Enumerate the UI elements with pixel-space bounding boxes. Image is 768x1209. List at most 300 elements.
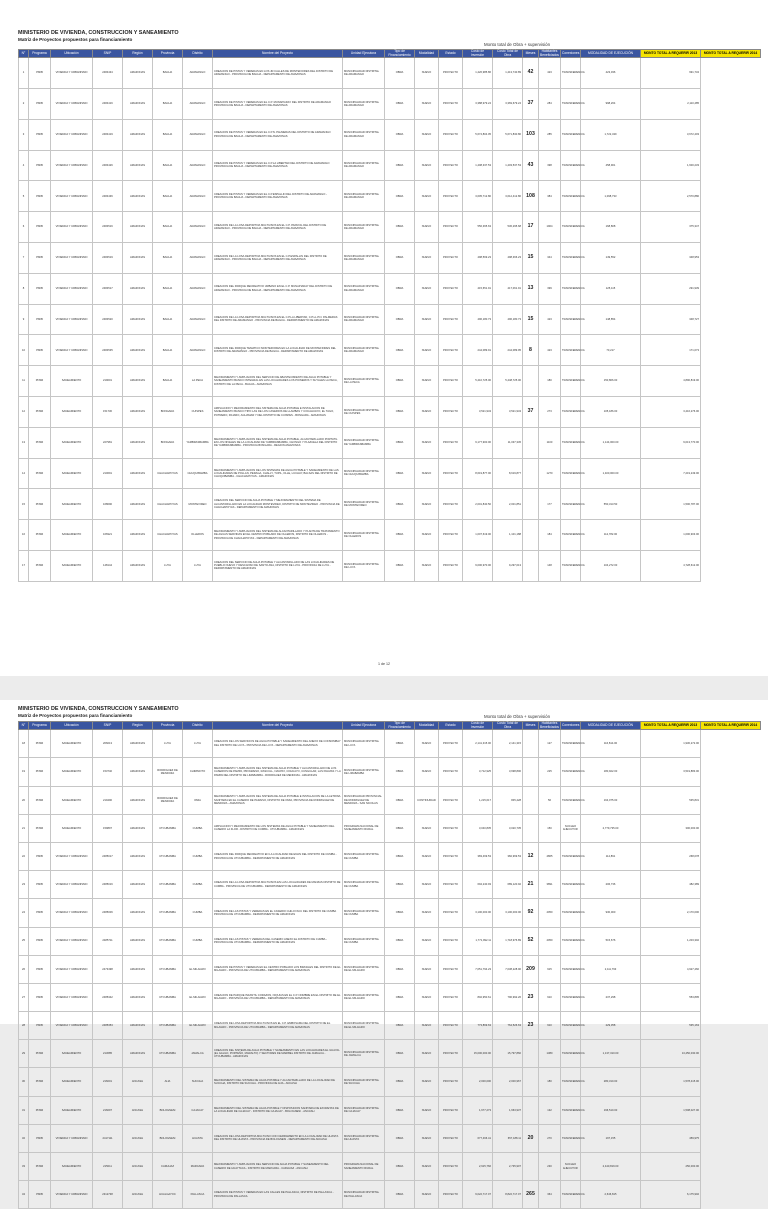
table-cell: 20 [19,786,29,814]
table-cell: 16 [19,520,29,551]
table-row [19,842,761,870]
report-header [18,30,179,43]
table-cell: PROYECTO [439,1153,463,1181]
table-cell: ARAMANGO [183,88,213,119]
table-cell: 227981 [93,427,123,458]
table-cell: 1,677,273 [463,1096,493,1124]
column-header: Costo Total de Obra [493,722,523,730]
table-cell: AMPLIACION Y MEJORAMIENTO DE LOS SISTEMAS DE AGUA POTABLE Y SANEAMIENTO DEL CASERIO LA FLOR - DISTRITO DE CUMBA - UTCUBAMBA - AMAZONAS [213,814,343,842]
column-header: MODALIDAD DE EJECUCIÓN [581,50,641,58]
column-header: N° [19,722,29,730]
table-cell: 3,605,712.80 [463,181,493,212]
table-cell: MUNICIPALIDAD DISTRITAL DE LA PECA [343,366,385,397]
table-cell: TRANSFERENCIA [561,181,581,212]
table-cell: 29 [19,1040,29,1068]
table-cell: PNSR [29,489,51,520]
table-cell: 7,219,249.00 [641,458,701,489]
table-cell: 284 [539,88,561,119]
table-body [19,730,761,1209]
table-cell: NUEVO [415,304,439,335]
table-cell: TRANSFERENCIA [561,955,581,983]
table-cell: VIVIENDA Y URBANISMO [51,1124,93,1152]
table-cell: CREACION DEL PARQUE RECREATIVO EN LA LOCALIDAD DE ENAN DEL DISTRITO DE CUMBA - PROVINCIA DE UTCUBAMBA - DEPARTAMENTO DE AMAZONAS [213,842,343,870]
table-cell: 17 [19,550,29,581]
table-cell: CONTINUIDAD [415,786,439,814]
table-row [19,1124,761,1152]
table-cell: PROYECTO [439,458,463,489]
table-cell: 2,110,485 [641,88,701,119]
table-cell: ARAMANGO [183,58,213,89]
table-cell: OBRA [385,489,415,520]
table-cell: 15,000,000.00 [463,1040,493,1068]
table-cell: SANEAMIENTO [51,489,93,520]
table-cell: MUNICIPALIDAD DISTRITAL DE ARAMANGO [343,304,385,335]
table-cell: 3,100,000.00 [463,899,493,927]
column-header: Unidad Ejecutora [343,722,385,730]
table-cell: 915 [539,955,561,983]
table-cell: CHACHAPOYAS [153,489,183,520]
table-cell: 383,469.53 [463,842,493,870]
table-cell: NUEVO [415,88,439,119]
column-header: Habitantes Beneficiados [540,721,559,729]
table-cell: 2484520 [93,304,123,335]
table-cell: 164,075.00 [581,786,641,814]
table-cell: NUEVO [415,396,439,427]
table-cell: 8 [523,335,539,366]
table-cell: CREACION DE PISTAS Y VEREDAS EN EL C.P.ESPALLIN DEL DISTRITO DE ARAMANGO - PROVINCIA DE BAGUA - DEPARTAMENTO DE AMAZONAS [213,181,343,212]
table-cell: LUYA [183,550,213,581]
table-cell: 2484535 [93,335,123,366]
table-cell: 19 [19,758,29,786]
table-cell: 73,217 [581,335,641,366]
table-cell: 168,808 [581,212,641,243]
table-cell: 206,736 [581,871,641,899]
document-page-2 [0,700,768,1198]
table-cell: PROYECTO [439,1096,463,1124]
table-row [19,520,761,551]
table-cell: 515,676 [581,927,641,955]
table-cell: MUNICIPALIDAD DISTRITAL DE CUMBA [343,871,385,899]
table-cell: TRANSFERENCIA [561,242,581,273]
table-cell: 2485017 [93,842,123,870]
table-cell: 423 [539,304,561,335]
table-cell: NUEVO [415,458,439,489]
table-cell: 399 [539,273,561,304]
table-cell: 22 [19,842,29,870]
table-cell: OBRA [385,927,415,955]
table-cell: TRANSFERENCIA [561,273,581,304]
table-cell: 5,671,830.80 [493,119,523,150]
table-cell: 7 [19,242,29,273]
table-cell: 1,930,272.00 [641,730,701,758]
table-cell: 415,651.91 [463,273,493,304]
table-cell: OBRA [385,983,415,1011]
table-cell: BAGUA [153,242,183,273]
projects-table [18,721,761,1209]
table-cell: 250,000.00 [641,1153,701,1181]
table-cell: 43 [523,150,539,181]
ministry-title: MINISTERIO DE VIVIENDA, CONSTRUCCION Y SANEAMIENTO [18,30,179,36]
table-cell: 225 [539,758,561,786]
table-cell: PMIB [29,119,51,150]
table-cell: OBRA [385,955,415,983]
table-cell: PROYECTO [439,1040,463,1068]
table-cell: 2,001,840.50 [463,489,493,520]
column-header: Estado [439,722,463,730]
table-cell: 398 [539,150,561,181]
table-cell [523,786,539,814]
table-cell: UTCUBAMBA [153,842,183,870]
table-header [19,722,761,730]
table-cell: 18 [19,730,29,758]
table-cell: OBRA [385,842,415,870]
column-header: Provincia [153,722,183,730]
table-cell: VIVIENDA Y URBANISMO [51,150,93,181]
table-cell: MUNICIPALIDAD DISTRITAL DE CUISPES [343,396,385,427]
table-cell: 1,408,337.53 [463,150,493,181]
table-cell: 9,177,900.00 [463,427,493,458]
table-cell: PMIB [29,335,51,366]
table-cell: SANEAMIENTO [51,427,93,458]
table-cell: PNSR [29,730,51,758]
table-cell: EL MILAGRO [183,955,213,983]
table-cell: PROYECTO [439,181,463,212]
table-cell: MUNICIPALIDAD DISTRITAL DE SUCCHA [343,1068,385,1096]
table-cell: HUALGAYOC [153,1181,183,1209]
table-cell: 104,272.00 [581,550,641,581]
table-cell: PROYECTO [439,335,463,366]
table-cell: PNSR [29,520,51,551]
table-row [19,814,761,842]
table-cell: NUEVO [415,150,439,181]
table-cell: AIJA [153,1068,183,1096]
table-cell: OBRA [385,1068,415,1096]
table-cell: 34 [19,1181,29,1209]
table-cell: PROYECTO [439,1012,463,1040]
table-cell [523,366,539,397]
table-cell: 15 [523,242,539,273]
report-subtitle: Matriz de Proyectos propuestos para financiamiento [18,37,133,42]
table-cell: PNSR [29,550,51,581]
table-cell: TRANSFERENCIA [561,1068,581,1096]
table-cell: CREACION DE PISTAS Y VEREDAS EN EL C.P.N. PALMERAS DEL DISTRITO DE ARAMANGO PROVINCIA DE BAGUA - DEPARTAMENTO DE AMAZONAS [213,119,343,150]
table-cell: BAGUA [153,58,183,89]
column-header: Tipo de Financiamiento [385,722,415,730]
table-cell: TRANSFERENCIA [561,212,581,243]
table-cell: AMAZONAS [123,550,153,581]
table-cell: PNSR [29,1068,51,1096]
table-cell: 1904 [539,212,561,243]
table-cell: NUEVO [415,335,439,366]
table-cell: 423 [539,335,561,366]
table-cell: 270 [539,1124,561,1152]
table-cell: 2,000,000 [463,1068,493,1096]
table-cell: 1,500,787.00 [641,489,701,520]
table-cell: MUNICIPALIDAD DISTRITAL DE MONTEVIDEO [343,489,385,520]
table-cell: PROYECTO [439,550,463,581]
table-cell: NUEVO [415,730,439,758]
table-cell: SANEAMIENTO [51,1096,93,1124]
column-header: Ubicación [51,722,93,730]
table-cell: AMAZONAS [123,242,153,273]
table-cell: 375,347 [641,212,701,243]
table-cell: PMIB [29,304,51,335]
table-cell: JAMALCA [183,1040,213,1068]
table-cell [523,1040,539,1068]
table-cell: VIVIENDA Y URBANISMO [51,273,93,304]
table-cell [523,1153,539,1181]
table-cell: TRANSFERENCIA [561,1012,581,1040]
header-row [19,50,761,58]
table-cell: OBRA [385,1181,415,1209]
table-cell: SANEAMIENTO [51,520,93,551]
table-cell: 180,922.00 [581,758,641,786]
table-cell: 3,712,925 [463,758,493,786]
table-cell: NUEVO [415,842,439,870]
table-cell: 7,038,228.90 [493,955,523,983]
table-cell: 4050 [539,899,561,927]
table-cell: MUNICIPALIDAD DISTRITAL DE OLLEROS [343,520,385,551]
table-cell: 553,895 [641,983,701,1011]
table-row [19,927,761,955]
table-cell: NUEVO [415,871,439,899]
table-cell: 348,953 [641,242,701,273]
table-cell: CREACION DE PISTAS Y VEREDAS EN EL CENTRO POBLADO LOS BRASILES DEL DISTRITO DE EL MILAGRO - PROVINCIA DE UTCUBAMBA - DEPARTAMENTO DE AMAZONAS [213,955,343,983]
table-cell: ARAMANGO [183,181,213,212]
table-cell: ARAMANGO [183,212,213,243]
table-cell: TRANSFERENCIA [561,927,581,955]
column-header: Conexiones [561,50,581,58]
table-cell: BAGUA [153,212,183,243]
table-cell: PROYECTO [439,1068,463,1096]
table-cell: ANCASH [123,1096,153,1124]
table-cell: OBRA [385,366,415,397]
table-cell: 21 [523,871,539,899]
table-cell: CREACION DE PISTAS Y VEREDAS EN EL C.P. MUNAPIADAY DEL DISTRITO DE ARAMANGO PROVINCIA DE BAGUA - DEPARTAMENTO DE AMAZONAS [213,88,343,119]
column-header: Distrito [183,50,213,58]
table-cell: 3,521,943 [463,396,493,427]
column-header: Nombre del Proyecto [213,722,343,730]
table-cell: PALLASCA [183,1181,213,1209]
table-cell: VIVIENDA Y URBANISMO [51,1012,93,1040]
table-cell: OBRA [385,550,415,581]
table-cell: NUEVO [415,273,439,304]
table-cell: PROYECTO [439,814,463,842]
table-cell: 5,410,725.00 [463,366,493,397]
table-cell: UTCUBAMBA [153,1012,183,1040]
table-cell: CREACION DEL PARQUE RECREATIVO URBANO EN EL C.P. MUNAPIADAY DEL DISTRITO DE ARAMANGO - PROVINCIA DE BAGUA - DEPARTAMENTO DE AMAZONAS [213,273,343,304]
table-cell: 171,073 [641,335,701,366]
table-cell: UTCUBAMBA [153,955,183,983]
table-cell: 10 [19,335,29,366]
table-cell: 112,782.00 [581,520,641,551]
table-cell [523,458,539,489]
table-cell: 153740 [93,758,123,786]
table-cell: 2,141,315.00 [463,730,493,758]
table-cell: 285 [539,119,561,150]
table-cell: 910 [539,983,561,1011]
table-cell: HUASTA [183,1124,213,1152]
table-cell: 237,298 [581,983,641,1011]
table-cell: 1380 [539,1040,561,1068]
table-cell: 550,313.50 [581,489,641,520]
table-cell: 1270 [539,458,561,489]
table-cell: 273 [539,396,561,427]
table-cell: 998,264 [581,88,641,119]
table-cell: 802,950.61 [463,983,493,1011]
page-number: 1 de 12 [378,662,390,666]
table-cell: TRANSFERENCIA [561,396,581,427]
table-cell: 4865 [539,842,561,870]
table-cell: OBRA [385,212,415,243]
table-cell: 4050 [539,927,561,955]
table-cell: CUMBA [183,899,213,927]
table-cell: 150 [539,814,561,842]
table-cell: VIVIENDA Y URBANISMO [51,58,93,89]
table-cell: 4,927,460 [641,955,701,983]
table-cell: PMIB [29,1181,51,1209]
table-cell: 790,992.26 [493,983,523,1011]
table-cell: UTCUBAMBA [153,983,183,1011]
table-cell [523,758,539,786]
table-cell [523,814,539,842]
table-cell: CUMBA [183,814,213,842]
table-cell: 125,115 [581,273,641,304]
table-cell: 1,413,740.89 [493,58,523,89]
table-cell: 3,519,883.00 [641,758,701,786]
report-subtitle: Matriz de Proyectos propuestos para financiamiento [18,713,133,718]
table-cell: 1,663,937 [493,1096,523,1124]
table-cell: 13 [19,427,29,458]
table-cell: 15 [19,489,29,520]
table-cell: 11 [19,366,29,397]
table-cell: 384 [539,181,561,212]
table-cell: 151730 [93,396,123,427]
table-cell: 2484519 [93,242,123,273]
table-cell: 417,061.91 [493,273,523,304]
table-cell: 677,466.41 [463,1124,493,1152]
table-cell: 496,180.73 [463,304,493,335]
table-cell: BAGUA [153,304,183,335]
table-cell: BAGUA [153,181,183,212]
table-cell: MEJORAMIENTO DEL SISTEMA DE AGUA POTABLE Y ALCANTARILLADO DE LA LOCALIDAD DE SUCCHA, DISTRITO DE SUCCHA - PROVINCIA DE AIJA - ANCASH [213,1068,343,1096]
table-cell: 4,890,819.00 [641,366,701,397]
table-cell: ANCASH [123,1068,153,1096]
table-cell: SANEAMIENTO [51,550,93,581]
table-cell: AMAZONAS [123,396,153,427]
table-cell: MEJORAMIENTO Y AMPLIACION DEL SISTEMA DE ALCANTARILLADO Y PLANTA DE TRATAMIENTO DE AGUAS SERVIDAS EN EL CENTRO POBLADO DE OLLEROS, DISTRITO DE OLLEROS - PROVINCIA DE CHACHAPOYAS - DEPARTAMENTO DE AMAZONAS [213,520,343,551]
table-cell: 244,089.95 [493,335,523,366]
table-cell: SANEAMIENTO [51,814,93,842]
table-cell: 344 [539,242,561,273]
table-cell: TRANSFERENCIA [561,730,581,758]
table-cell: MUNICIPALIDAD DISTRITAL DE JAMALCA [343,1040,385,1068]
table-cell: 1,722,439 [581,119,641,150]
table-cell: NUEVO [415,550,439,581]
table-cell: TRANSFERENCIA [561,842,581,870]
table-cell: 105,186.00 [581,396,641,427]
table-row [19,758,761,786]
table-cell: 8,619,877.00 [463,458,493,489]
table-cell: EL MILAGRO [183,983,213,1011]
table-cell: MEJORAMIENTO Y AMPLIACION DEL SISTEMA DE AGUA POTABLE E INSTALACION DE LA LETRINA SANITARIA EN EL CASERIO DE PARAISO, DISTRITO DE OMIA, PROVINCIA DE RODRIGUEZ DE MENDOZA - AMAZONAS [213,786,343,814]
table-row [19,1181,761,1209]
table-cell: OBRA [385,458,415,489]
table-cell: 219490 [93,786,123,814]
table-cell: 3891 [539,871,561,899]
table-cell: 458,901 [581,150,641,181]
table-cell: ARAMANGO [183,273,213,304]
table-cell: 3,698,800 [493,758,523,786]
table-cell: 132 [539,1096,561,1124]
table-cell: NUEVO [415,1181,439,1209]
table-cell: CARHUAZ [153,1153,183,1181]
table-cell: CREACION DE LOSA DEPORTIVA MULTIUSOS EN EL C.P. EMBOSAMA DEL DISTRITO DE EL MILAGRO - PROVINCIA DE UTCUBAMBA - DEPARTAMENTO DE AMAZONAS [213,1012,343,1040]
table-cell: 42 [523,58,539,89]
table-cell: CUMBA [183,871,213,899]
table-row [19,899,761,927]
table-cell: CHACHAPOYAS [153,520,183,551]
table-cell: ARAMANGO [183,335,213,366]
table-cell: VIVIENDA Y URBANISMO [51,899,93,927]
table-cell: TRANSFERENCIA [561,983,581,1011]
column-header: Habitantes Beneficiados [540,49,559,57]
table-cell: CHUQUIBAMBA [183,458,213,489]
table-cell: 2485353 [93,1012,123,1040]
table-cell: AMAZONAS [123,304,153,335]
table-cell: SANEAMIENTO [51,1040,93,1068]
table-cell: OBRA [385,242,415,273]
table-cell: 535,831 [641,786,701,814]
table-cell: CREACION DEL SISTEMA DE AGUA POTABLE Y SANEAMIENTO EN LAS LOCALIDADES EL GUAYAL (EL GALGO, PORTEÑO, MARALTO) Y SECTORES DE MARIBEL DISTRITO DE JAMALCA - UTCUBAMBA - AMAZONAS [213,1040,343,1068]
table-cell: SANEAMIENTO [51,366,93,397]
table-row [19,119,761,150]
table-cell: VIVIENDA Y URBANISMO [51,212,93,243]
column-header: Modalidad [415,50,439,58]
table-cell: 265 [523,1181,539,1209]
table-cell: 13 [523,273,539,304]
table-cell: 2484419 [93,119,123,150]
table-cell: CREACION DE PISTAS Y VEREDAS EN LAS CALLES DE PALLASCA, DISTRITO DE PALLASCA - PROVINCIA DE PALLASCA [213,1181,343,1209]
table-cell: PMIB [29,58,51,89]
table-cell: RODRIGUEZ DE MENDOZA [153,758,183,786]
table-cell: AMAZONAS [123,489,153,520]
table-cell: 1,007,619.00 [463,520,493,551]
table-row [19,1068,761,1096]
table-cell: CREACION DEL SERVICIO DE AGUA POTABLE Y MEJORAMIENTO DEL SISTEMA DE ALCANTARILLADO EN LA LOCALIDAD MONTEVIDEO, DISTRITO DE MONTEVIDEO - PROVINCIA DE CHACHAPOYAS - DEPARTAMENTO DE AMAZONAS [213,489,343,520]
table-cell: 1,718,976.89 [493,927,523,955]
table-cell [523,730,539,758]
table-cell: MUNICIPALIDAD DISTRITAL DE ARAMANGO [343,181,385,212]
table-cell: CREACION DE LOS SERVICIOS DE AGUA POTABLE Y SANEAMIENTO DEL ANEXO DE CONSOMBAY DEL DISTRITO DE LUYA - PROVINCIA DE LUYA - DEPARTAMENTO DE AMAZONAS [213,730,343,758]
table-cell: MUNICIPALIDAD DISTRITAL DE CUMBA [343,927,385,955]
table-cell: 2484434 [93,58,123,89]
table-cell: VIVIENDA Y URBANISMO [51,1181,93,1209]
table-row [19,458,761,489]
table-cell: 2,915,766 [463,1153,493,1181]
table-cell: OBRA [385,730,415,758]
column-header: MONTO TOTAL A REQUERIR 2013 [641,50,701,58]
table-cell: OBRA [385,758,415,786]
table-cell: YAMBRASBAMBA [183,427,213,458]
table-cell: BAGUA [153,150,183,181]
table-cell: 30 [19,1068,29,1096]
table-cell: PNSR [29,458,51,489]
table-cell: 2484436 [93,181,123,212]
table-cell: NUEVO [415,927,439,955]
column-header: Programa [29,50,51,58]
table-cell: CREACION DEL SERVICIO DE AGUA POTABLE Y ALCANTARILLADO DE LAS LOCALIDADES DE PUEBLO NUEVO Y DESCANSO DE SANTO ANA, DISTRITO DE LUYA - PROVINCIA DE LUYA - DEPARTAMENTO DE AMAZONAS [213,550,343,581]
